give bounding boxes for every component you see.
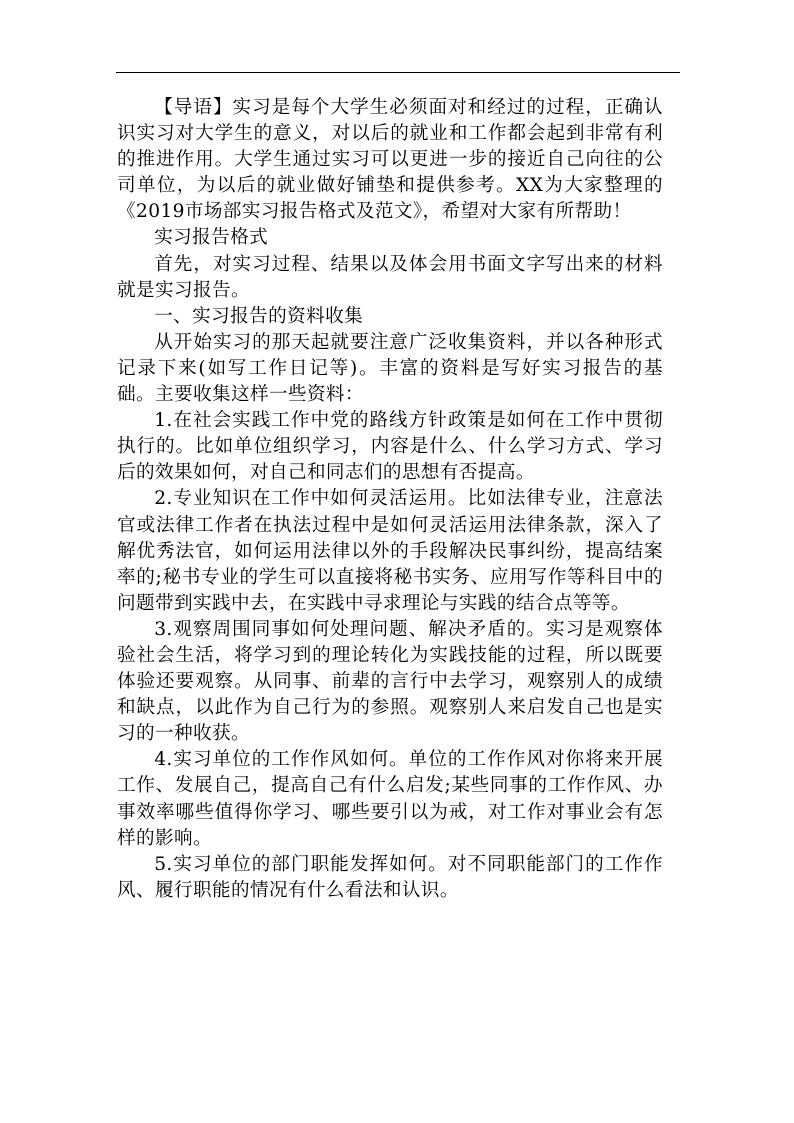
list-item-5: 5.实习单位的部门职能发挥如何。对不同职能部门的工作作风、履行职能的情况有什么看法和认识。 [117, 853, 663, 901]
section-heading-format: 实习报告格式 [154, 227, 269, 249]
definition-paragraph: 首先，对实习过程、结果以及体会用书面文字写出来的材料就是实习报告。 [117, 253, 663, 301]
list-item-2: 2.专业知识在工作中如何灵活运用。比如法律专业，注意法官或法律工作者在执法过程中是如何灵活运用法律条款，深入了解优秀法官，如何运用法律以外的手段解决民事纠纷，提高结案率的;秘书专业的学生可以直接将秘书实务、应用写作等科目中的问题带到实践中去，在实践中寻求理论与实践的结合点等等。 [117, 488, 663, 614]
list-item-3: 3.观察周围同事如何处理问题、解决矛盾的。实习是观察体验社会生活，将学习到的理论转化为实践技能的过程，所以既要体验还要观察。从同事、前辈的言行中去学习，观察别人的成绩和缺点，以此作为自己行为的参照。观察别人来启发自己也是实习的一种收获。 [117, 618, 663, 745]
list-item-4: 4.实习单位的工作作风如何。单位的工作作风对你将来开展工作、发展自己，提高自己有什么启发;某些同事的工作作风、办事效率哪些值得你学习、哪些要引以为戒，对工作对事业会有怎样的影响。 [117, 749, 663, 849]
section-heading-collection: 一、实习报告的资料收集 [154, 305, 364, 327]
document-body [117, 95, 663, 904]
header-rule [116, 72, 680, 73]
list-item-1: 1.在社会实践工作中党的路线方针政策是如何在工作中贯彻执行的。比如单位组织学习，内容是什么、什么学习方式、学习后的效果如何，对自己和同志们的思想有否提高。 [117, 410, 663, 484]
collection-paragraph: 从开始实习的那天起就要注意广泛收集资料，并以各种形式记录下来(如写工作日记等)。丰富的资料是写好实习报告的基础。主要收集这样一些资料： [117, 331, 663, 406]
intro-paragraph: 【导语】实习是每个大学生必须面对和经过的过程，正确认识实习对大学生的意义，对以后的就业和工作都会起到非常有利的推进作用。大学生通过实习可以更进一步的接近自己向往的公司单位，为以后的就业做好铺垫和提供参考。XX为大家整理的《2019市场部实习报告格式及范文》，希望对大家有所帮助！ [117, 97, 663, 223]
